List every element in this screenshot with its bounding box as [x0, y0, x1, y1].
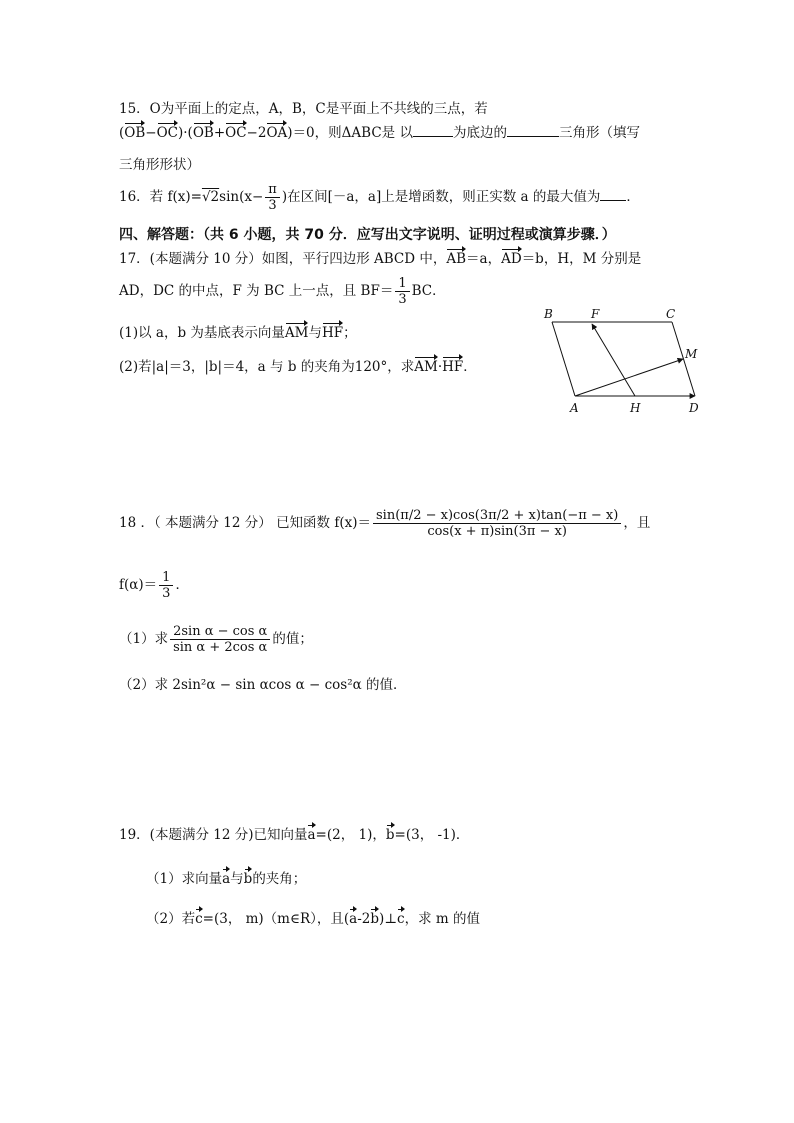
q17-p2-end: ．: [463, 359, 477, 375]
q19-part1: [146, 870, 306, 888]
q18-given-text: f(α)＝: [119, 577, 158, 593]
label-a: A: [570, 401, 579, 415]
vector-oa: OA: [266, 125, 288, 141]
vector-hf: HF: [321, 325, 344, 341]
q18-p2-text: （2）求 2sin²α − sin αcos α − cos²α 的值．: [119, 677, 407, 693]
q19-p2-tail: ，求 m 的值: [404, 911, 480, 927]
q19-head: 19．(本题满分 12 分)已知向量: [119, 827, 308, 843]
q15-blank-2: [507, 124, 559, 137]
vector-a-p1: a: [222, 871, 231, 887]
q16-close: )在区间[－a，a]上是增函数，则正实数 a 的最大值为: [281, 189, 601, 205]
q17-frac-num: 1: [395, 276, 409, 292]
q17-eq-b: ＝b，H，M 分别是: [521, 251, 642, 267]
vector-ob: OB: [124, 125, 146, 141]
label-d: D: [689, 401, 699, 415]
q15-line2: (OB−OC)·(OB+OC−2OA)＝0，则ΔABC是 以 为底边的 三角形（填写: [119, 125, 640, 141]
q18-p1-fraction: [170, 624, 270, 655]
q17-p1-and: 与: [308, 325, 322, 341]
label-b: B: [544, 307, 553, 321]
q17-line2-end: BC．: [411, 283, 446, 299]
q16-period: ．: [626, 189, 640, 205]
q18-given-end: ．: [175, 577, 189, 593]
label-f: F: [591, 307, 600, 321]
q16-blank: [600, 188, 626, 201]
section-heading: 四、解答题：（共 6 小题，共 70 分．应写出文字说明、证明过程或演算步骤．）: [119, 227, 616, 243]
q15-cond-tail: ＝0，则ΔABC是 以: [292, 125, 413, 141]
vector-ab: AB: [446, 251, 467, 267]
q19-b-value: =(3， -1)．: [394, 827, 470, 843]
q19-p2-minus: -2: [357, 911, 371, 927]
q15-line1: [119, 100, 488, 118]
q18-given: [119, 570, 189, 601]
q16-frac-den: 3: [268, 198, 277, 213]
q18-p1-head: （1）求: [119, 631, 169, 647]
q19-p2-head: （2）若: [146, 911, 196, 927]
label-m: M: [685, 347, 698, 361]
q18-given-fraction: [159, 570, 173, 601]
q19-a-value: =(2， 1)，: [315, 827, 386, 843]
vector-hf-arrow: [592, 324, 635, 396]
q18-p1-tail: 的值；: [272, 631, 313, 647]
q15-mid: 为底边的: [452, 125, 507, 141]
q15-end: 三角形（填写: [558, 125, 640, 141]
vector-am-2: AM: [414, 359, 438, 375]
q17-part2: [119, 358, 477, 376]
label-c: C: [666, 307, 676, 321]
q19-part2: [146, 910, 480, 928]
q19-line1: [119, 826, 469, 844]
vector-b-p2: b: [370, 911, 380, 927]
edge-ab: [552, 322, 575, 396]
q17-line2: [119, 276, 446, 307]
q17-dot: ·: [437, 359, 443, 375]
q18-given-num: 1: [159, 570, 173, 586]
vector-am: AM: [284, 325, 309, 341]
q15-text: 15．O为平面上的定点，A，B，C是平面上不共线的三点，若: [119, 101, 488, 117]
vector-b: b: [385, 827, 395, 843]
vector-a: a: [307, 827, 316, 843]
vector-oc-2: OC: [225, 125, 247, 141]
q16-fraction: [265, 182, 280, 213]
q19-p2-value: =(3， m)（m∈R），且(: [202, 911, 350, 927]
q16-sin: sin(x−: [219, 189, 264, 205]
q18-p1-den: sin α + 2cos α: [173, 640, 268, 655]
q17-part1: [119, 324, 357, 342]
q18-tail: ，且: [623, 515, 651, 531]
vector-am-arrow: [575, 359, 683, 396]
parallelogram-figure: [538, 300, 708, 424]
q18-denominator: cos(x + π)sin(3π − x): [427, 524, 567, 539]
q17-eq-a: ＝a，: [466, 251, 502, 267]
q19-p1-head: （1）求向量: [146, 871, 223, 887]
q18-part2: [119, 676, 407, 694]
vector-ob-2: OB: [192, 125, 214, 141]
vector-c-2: c: [397, 911, 405, 927]
vector-hf-2: HF: [442, 359, 464, 375]
q17-frac-den: 3: [398, 292, 407, 307]
q19-p1-tail: 的夹角；: [252, 871, 307, 887]
q18-numerator: sin(π/2 − x)cos(3π/2 + x)tan(−π − x): [373, 508, 621, 524]
q17-p1-text: (1)以 a，b 为基底表示向量: [119, 325, 285, 341]
q15-blank-1: [413, 124, 453, 137]
q18-given-den: 3: [162, 586, 171, 601]
q18-part1: [119, 624, 313, 655]
q17-intro: 17．(本题满分 10 分）如图，平行四边形 ABCD 中，: [119, 251, 447, 267]
q19-p1-and: 与: [230, 871, 244, 887]
q15-line3-text: 三角形形状）: [119, 157, 200, 173]
vector-a-p2: a: [349, 911, 358, 927]
q18-head: 18 ．（ 本题满分 12 分） 已知函数 f(x)＝: [119, 515, 371, 531]
vector-b-p1: b: [243, 871, 253, 887]
q16-frac-num: π: [265, 182, 280, 198]
q17-line1: [119, 250, 641, 268]
q16-head: 16．若 f(x)=: [119, 189, 202, 205]
q15-line3: [119, 156, 200, 174]
q17-line2-text: AD，DC 的中点，F 为 BC 上一点，且 BF＝: [119, 283, 394, 299]
q17-p2-text: (2)若|a|＝3，|b|＝4，a 与 b 的夹角为120°，求: [119, 359, 415, 375]
q16-sqrt: √2: [201, 189, 220, 205]
vector-c: c: [195, 911, 203, 927]
q18-p1-num: 2sin α − cos α: [170, 624, 270, 640]
q19-p2-perp: )⊥: [379, 911, 398, 927]
vector-ad: AD: [501, 251, 522, 267]
q17-p1-end: ；: [343, 325, 357, 341]
q17-fraction: [395, 276, 409, 307]
q18-line1: [119, 508, 650, 539]
vector-oc: OC: [156, 125, 178, 141]
label-h: H: [630, 401, 641, 415]
q16-line: [119, 182, 640, 213]
q18-fraction: [373, 508, 621, 539]
